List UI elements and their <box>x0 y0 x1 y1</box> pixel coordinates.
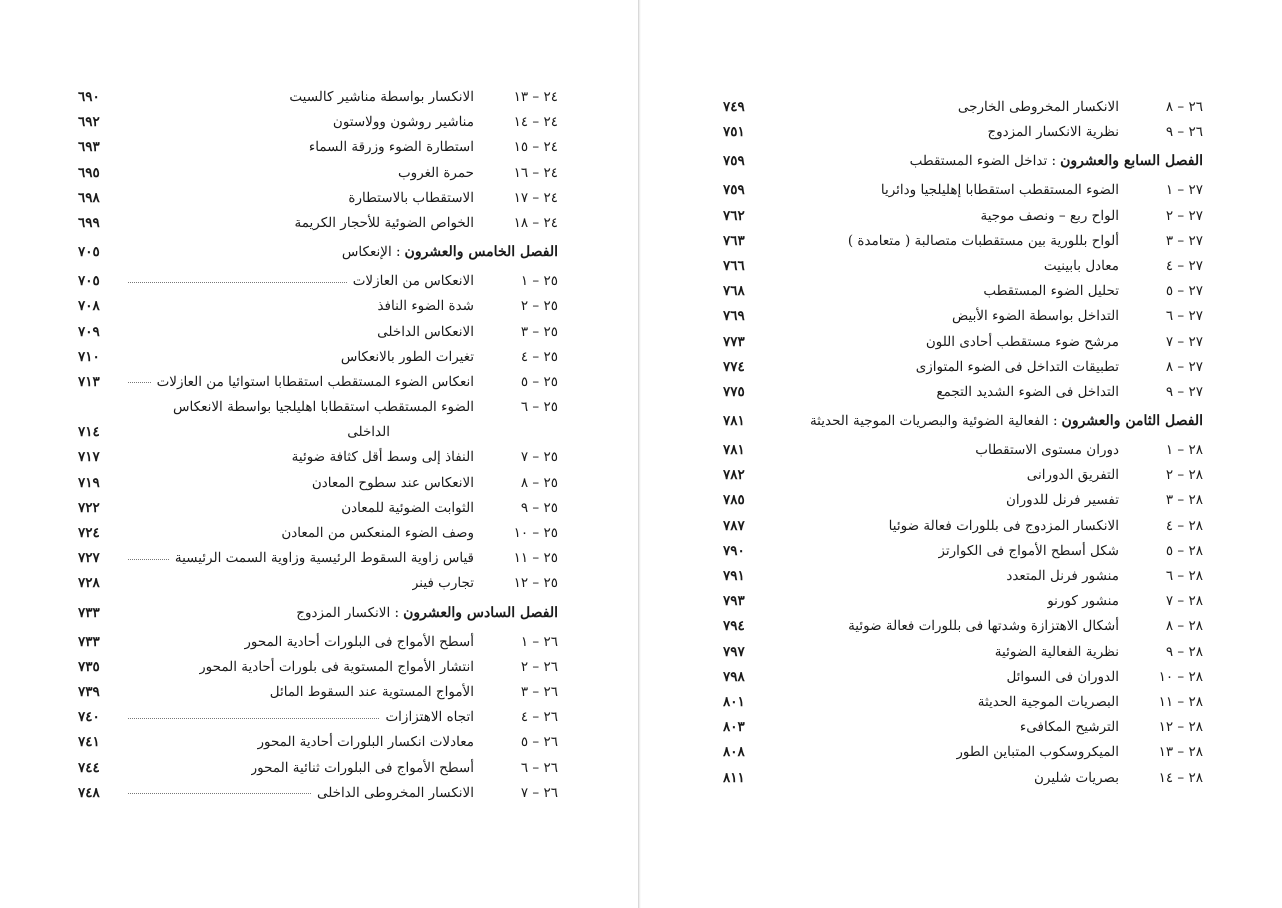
toc-entry <box>78 345 558 370</box>
chapter-heading <box>78 236 558 269</box>
entry-title: الانكسار بواسطة مناشير كالسيت <box>289 89 474 105</box>
entry-title: انعكاس الضوء المستقطب استقطابا استوائيا من العازلات <box>156 373 474 390</box>
page-number: ٧٠٨ <box>78 298 100 315</box>
page-number: ٧٢٤ <box>78 525 100 541</box>
entry-title: تحليل الضوء المستقطب <box>983 283 1119 300</box>
page-number: ٧٣٥ <box>78 658 100 675</box>
entry-title: نظرية الفعالية الضوئية <box>994 643 1119 660</box>
page-number: ٧٩٠ <box>723 542 745 559</box>
leader-space <box>128 612 290 614</box>
page-number: ٦٩٩ <box>78 214 100 231</box>
toc-entry <box>78 445 558 470</box>
entry-title: الترشيح المكافىء <box>1019 719 1119 736</box>
entry-title: التداخل فى الضوء الشديد التجمع <box>936 383 1119 400</box>
page-number: ٧٣٩ <box>78 683 100 700</box>
entry-title: منشور فرنل المتعدد <box>1006 568 1119 584</box>
toc-entry <box>723 640 1203 665</box>
section-number: ٢٧ – ٨ <box>1165 358 1203 375</box>
leader-space <box>773 391 930 393</box>
chapter-subtitle: : الإنعكاس <box>341 244 401 261</box>
entry-title: استطارة الضوء وزرقة السماء <box>308 139 474 156</box>
entry-title: بصريات شليرن <box>1033 769 1119 786</box>
toc-entry <box>723 488 1203 513</box>
page-number: ٦٩٣ <box>78 139 100 156</box>
page-number: ٧٦٦ <box>723 257 745 274</box>
leader-space <box>128 692 264 694</box>
leader-space <box>128 172 392 174</box>
toc-entry <box>723 740 1203 765</box>
section-number: ٢٥ – ١٢ <box>513 575 558 592</box>
dot-leader <box>128 381 151 383</box>
leader-space <box>773 777 1028 779</box>
toc-entry <box>78 630 558 655</box>
toc-entry <box>723 614 1203 639</box>
page-number: ٧٩٨ <box>723 668 745 685</box>
toc-entry-continuation <box>78 420 558 445</box>
section-number: ٢٥ – ٥ <box>520 373 558 390</box>
leader-space <box>128 533 275 535</box>
leader-space <box>773 651 989 653</box>
section-number: ٢٧ – ٢ <box>1165 207 1203 224</box>
dot-leader <box>128 717 379 719</box>
page-number: ٧٠٩ <box>78 323 100 340</box>
entry-title: تغيرات الطور بالانعكاس <box>340 348 474 365</box>
section-number: ٢٨ – ١٣ <box>1158 744 1203 761</box>
entry-title: أشكال الاهتزازة وشدتها فى بللورات فعالة ضوئية <box>848 618 1119 635</box>
page-number: ٧٦٨ <box>723 283 745 300</box>
leader-space <box>773 107 952 109</box>
chapter-subtitle: : الفعالية الضوئية والبصريات الموجية الحديثة <box>809 413 1058 430</box>
entry-title: البصريات الموجية الحديثة <box>977 693 1119 710</box>
entry-title: دوران مستوى الاستقطاب <box>975 442 1119 459</box>
entry-title: الاستقطاب بالاستطارة <box>348 189 474 206</box>
leader-space <box>128 432 341 434</box>
leader-space <box>773 727 1014 729</box>
section-number: ٢٤ – ١٣ <box>513 89 558 105</box>
chapter-subtitle: : الانكسار المزدوج <box>296 604 400 621</box>
entry-title: أسطح الأمواج فى البلورات أحادية المحور <box>244 633 474 650</box>
entry-title: مناشير روشون وولاستون <box>332 114 474 131</box>
leader-space <box>128 147 303 149</box>
entry-title: انتشار الأمواج المستوية فى بلورات أحادية المحور <box>199 658 474 675</box>
right-page <box>641 0 1282 908</box>
leader-space <box>773 190 875 192</box>
toc-entry <box>78 269 558 294</box>
section-number: ٢٧ – ٦ <box>1165 308 1203 325</box>
section-number: ٢٥ – ٤ <box>520 348 558 365</box>
section-number: ٢٦ – ٢ <box>520 658 558 675</box>
page-number: ٧٣٣ <box>78 604 100 621</box>
section-number: ٢٦ – ٤ <box>520 709 558 726</box>
section-number: ٢٦ – ٧ <box>520 784 558 801</box>
toc-entry <box>78 756 558 781</box>
entry-title: الميكروسكوب المتباين الطور <box>956 744 1119 761</box>
toc-entry <box>78 211 558 236</box>
toc-entry <box>78 730 558 755</box>
entry-title: النفاذ إلى وسط أقل كثافة ضوئية <box>291 449 474 466</box>
chapter-title-group <box>810 405 1203 438</box>
entry-title: الأمواج المستوية عند السقوط المائل <box>269 683 474 700</box>
page-number: ٧٨٢ <box>723 467 745 484</box>
leader-space <box>773 475 1021 477</box>
toc-entry <box>78 135 558 160</box>
entry-title: منشور كورنو <box>1047 593 1119 610</box>
section-number: ٢٦ – ٣ <box>520 683 558 700</box>
leader-space <box>128 767 245 769</box>
toc-entry <box>78 496 558 521</box>
chapter-title: الفصل السادس والعشرون <box>403 604 558 621</box>
leader-space <box>773 601 1041 603</box>
page-number: ٦٩٥ <box>78 164 100 181</box>
page-number: ٧١٣ <box>78 373 100 390</box>
section-number: ٢٦ – ٥ <box>520 734 558 751</box>
left-page <box>0 0 640 908</box>
page-number: ٧٧٤ <box>723 358 745 375</box>
toc-entry <box>723 355 1203 380</box>
page-number: ٧٠٥ <box>78 273 100 290</box>
page-number: ٧٨٥ <box>723 492 745 509</box>
page-number: ٧١٧ <box>78 449 100 466</box>
section-number: ٢٥ – ١١ <box>513 550 558 567</box>
entry-title: معادلات انكسار البلورات أحادية المحور <box>257 734 474 751</box>
leader-space <box>773 215 974 217</box>
section-number: ٢٧ – ١ <box>1165 182 1203 199</box>
section-number: ٢٦ – ٩ <box>1165 124 1203 141</box>
chapter-title-group <box>342 236 558 269</box>
section-number: ٢٤ – ١٦ <box>513 164 558 181</box>
entry-title: معادل بابينيت <box>1043 257 1119 274</box>
leader-space <box>773 161 904 163</box>
toc-entry <box>723 438 1203 463</box>
page-number: ٦٩٠ <box>78 89 100 105</box>
section-number: ٢٥ – ١ <box>520 273 558 290</box>
leader-space <box>773 702 972 704</box>
section-number: ٢٨ – ٣ <box>1165 492 1203 509</box>
entry-title: حمرة الغروب <box>397 164 474 181</box>
entry-title: الانعكاس من العازلات <box>352 273 474 290</box>
toc-entry <box>78 161 558 186</box>
table-of-contents-right <box>723 95 1203 791</box>
toc-entry <box>723 539 1203 564</box>
page-number: ٧٢٢ <box>78 499 100 516</box>
toc-entry <box>723 178 1203 203</box>
page-number: ٧٠٥ <box>78 244 100 261</box>
toc-entry <box>723 380 1203 405</box>
entry-title: الضوء المستقطب استقطابا اهليلجيا بواسطة الانعكاس <box>173 399 474 416</box>
section-number: ٢٧ – ٥ <box>1165 283 1203 300</box>
section-number: ٢٦ – ٦ <box>520 759 558 776</box>
entry-title: تفسير فرنل للدوران <box>1006 492 1119 509</box>
chapter-heading <box>78 597 558 630</box>
page-number: ٨٠٣ <box>723 719 745 736</box>
entry-title: التداخل بواسطة الضوء الأبيض <box>951 308 1119 325</box>
entry-title: الانعكاس عند سطوح المعادن <box>311 474 474 491</box>
leader-space <box>773 525 883 527</box>
toc-entry <box>723 95 1203 120</box>
page-number: ٧٧٣ <box>723 333 745 350</box>
page-number: ٧١٤ <box>78 424 100 441</box>
toc-entry <box>78 571 558 596</box>
page-number: ٧٨٧ <box>723 517 745 534</box>
section-number: ٢٥ – ٦ <box>520 399 558 416</box>
leader-space <box>128 482 306 484</box>
chapter-subtitle: : تداخل الضوء المستقطب <box>909 153 1057 170</box>
page-number: ٧٤١ <box>78 734 100 751</box>
section-number: ٢٤ – ١٤ <box>513 114 558 131</box>
page-number: ٧٥١ <box>723 124 745 141</box>
leader-space <box>128 223 288 225</box>
chapter-title-group <box>910 145 1203 178</box>
chapter-heading <box>723 145 1203 178</box>
section-number: ٢٧ – ٤ <box>1165 257 1203 274</box>
toc-entry <box>78 655 558 680</box>
leader-space <box>128 457 286 459</box>
page-number: ٨٠١ <box>723 693 745 710</box>
toc-entry <box>78 370 558 395</box>
section-number: ٢٨ – ١٢ <box>1158 719 1203 736</box>
toc-entry <box>723 204 1203 229</box>
section-number: ٢٧ – ٧ <box>1165 333 1203 350</box>
page-number: ٧٢٨ <box>78 575 100 592</box>
entry-title: الثوابت الضوئية للمعادن <box>341 499 474 516</box>
page-number: ٧٥٩ <box>723 153 745 170</box>
leader-space <box>773 240 842 242</box>
leader-space <box>128 122 327 124</box>
leader-space <box>773 421 804 423</box>
page-number: ٧٤٤ <box>78 759 100 776</box>
toc-entry <box>723 463 1203 488</box>
entry-title: وصف الضوء المنعكس من المعادن <box>281 525 474 541</box>
page-number: ٧٦٣ <box>723 232 745 249</box>
entry-title: ألواح بللورية بين مستقطبات متصالبة ( متعامدة ) <box>847 232 1119 249</box>
section-number: ٢٨ – ٩ <box>1165 643 1203 660</box>
toc-entry <box>723 690 1203 715</box>
section-number: ٢٥ – ١٠ <box>513 525 558 541</box>
leader-space <box>773 576 1000 578</box>
page-number: ٧٤٠ <box>78 709 100 726</box>
entry-title: أسطح الأمواج فى البلورات ثنائية المحور <box>250 759 474 776</box>
table-of-contents-left <box>78 85 558 806</box>
toc-entry <box>78 781 558 806</box>
chapter-title: الفصل الخامس والعشرون <box>404 244 558 261</box>
section-number: ٢٧ – ٩ <box>1165 383 1203 400</box>
page-number: ٧٩٣ <box>723 593 745 610</box>
page-number: ٧١٠ <box>78 348 100 365</box>
entry-title: شدة الضوء النافذ <box>377 298 474 315</box>
section-number: ٢٨ – ٦ <box>1165 568 1203 584</box>
chapter-title: الفصل السابع والعشرون <box>1060 153 1203 170</box>
section-number: ٢٥ – ٧ <box>520 449 558 466</box>
section-number: ٢٤ – ١٥ <box>513 139 558 156</box>
toc-entry <box>78 110 558 135</box>
leader-space <box>773 500 1000 502</box>
page-number: ٧٥٩ <box>723 182 745 199</box>
section-number: ٢٨ – ٢ <box>1165 467 1203 484</box>
leader-space <box>773 291 977 293</box>
entry-title: الدوران فى السوائل <box>1006 668 1119 685</box>
toc-entry <box>78 294 558 319</box>
section-number: ٢٨ – ١٤ <box>1158 769 1203 786</box>
leader-space <box>773 752 950 754</box>
toc-entry <box>78 186 558 211</box>
leader-space <box>128 641 238 643</box>
entry-title: الواح ربع – ونصف موجية <box>980 207 1119 224</box>
leader-space <box>128 507 335 509</box>
entry-title: الداخلى <box>347 424 390 441</box>
page-number: ٧٩٤ <box>723 618 745 635</box>
section-number: ٢٨ – ٨ <box>1165 618 1203 635</box>
section-number: ٢٥ – ٨ <box>520 474 558 491</box>
chapter-heading <box>723 405 1203 438</box>
toc-entry <box>723 766 1203 791</box>
toc-entry <box>723 589 1203 614</box>
toc-entry <box>723 304 1203 329</box>
page-number: ٨٠٨ <box>723 744 745 761</box>
leader-space <box>128 356 335 358</box>
toc-entry <box>78 85 558 110</box>
leader-space <box>128 331 371 333</box>
leader-space <box>773 626 842 628</box>
toc-entry <box>78 395 558 420</box>
toc-entry <box>723 564 1203 589</box>
section-number: ٢٤ – ١٨ <box>513 214 558 231</box>
leader-space <box>773 450 969 452</box>
section-number: ٢٥ – ٣ <box>520 323 558 340</box>
toc-entry <box>723 120 1203 145</box>
page-number: ٧٨١ <box>723 442 745 459</box>
page-number: ٧٤٩ <box>723 99 745 115</box>
page-number: ٧٣٣ <box>78 633 100 650</box>
section-number: ٢٦ – ٨ <box>1165 99 1203 115</box>
entry-title: تجارب فينر <box>411 575 474 592</box>
page-number: ٧٦٢ <box>723 207 745 224</box>
section-number: ٢٨ – ٧ <box>1165 593 1203 610</box>
dot-leader <box>128 558 169 560</box>
entry-title: الخواص الضوئية للأحجار الكريمة <box>294 214 474 231</box>
toc-entry <box>723 330 1203 355</box>
leader-space <box>773 366 910 368</box>
section-number: ٢٥ – ٩ <box>520 499 558 516</box>
entry-title: نظرية الانكسار المزدوج <box>987 124 1119 141</box>
section-number: ٢٤ – ١٧ <box>513 189 558 206</box>
leader-space <box>128 97 283 99</box>
leader-space <box>773 132 981 134</box>
entry-title: قياس زاوية السقوط الرئيسية وزاوية السمت الرئيسية <box>174 550 474 567</box>
entry-title: تطبيقات التداخل فى الضوء المتوازى <box>915 358 1119 375</box>
leader-space <box>773 341 920 343</box>
leader-space <box>128 407 167 409</box>
leader-space <box>773 316 946 318</box>
page-number: ٧١٩ <box>78 474 100 491</box>
toc-entry <box>723 715 1203 740</box>
entry-title: التفريق الدورانى <box>1026 467 1119 484</box>
entry-title: الانكسار المخروطى الداخلى <box>316 784 474 801</box>
toc-entry <box>78 546 558 571</box>
page-number: ٧٩١ <box>723 568 745 584</box>
leader-space <box>128 742 251 744</box>
page-number: ٧٨١ <box>723 413 745 430</box>
dot-leader <box>128 281 347 283</box>
page-number: ٦٩٢ <box>78 114 100 131</box>
toc-entry <box>723 279 1203 304</box>
entry-title: اتجاه الاهتزازات <box>385 709 474 726</box>
chapter-title-group <box>296 597 558 630</box>
leader-space <box>128 197 342 199</box>
section-number: ٢٨ – ٤ <box>1165 517 1203 534</box>
toc-entry <box>723 514 1203 539</box>
leader-space <box>128 583 406 585</box>
page-number: ٨١١ <box>723 769 745 786</box>
entry-title: الانكسار المخروطى الخارجى <box>957 99 1119 115</box>
entry-title: شكل أسطح الأمواج فى الكوارتز <box>938 542 1119 559</box>
section-number: ٢٦ – ١ <box>520 633 558 650</box>
toc-entry <box>78 471 558 496</box>
leader-space <box>128 666 193 668</box>
toc-entry <box>723 665 1203 690</box>
toc-entry <box>723 229 1203 254</box>
section-number: ٢٨ – ١٠ <box>1158 668 1203 685</box>
toc-entry <box>78 521 558 546</box>
leader-space <box>128 252 336 254</box>
section-number: ٢٨ – ٥ <box>1165 542 1203 559</box>
entry-title: الضوء المستقطب استقطابا إهليلجيا ودائريا <box>880 182 1119 199</box>
page-number: ٧٦٩ <box>723 308 745 325</box>
toc-entry <box>78 680 558 705</box>
page-number: ٧٢٧ <box>78 550 100 567</box>
leader-space <box>128 306 371 308</box>
leader-space <box>773 266 1038 268</box>
chapter-title: الفصل الثامن والعشرون <box>1061 413 1203 430</box>
toc-entry <box>723 254 1203 279</box>
entry-title: الانعكاس الداخلى <box>377 323 474 340</box>
toc-entry <box>78 320 558 345</box>
entry-title: مرشح ضوء مستقطب أحادى اللون <box>925 333 1119 350</box>
section-number: ٢٨ – ١١ <box>1158 693 1203 710</box>
dot-leader <box>128 792 311 794</box>
page-number: ٦٩٨ <box>78 189 100 206</box>
toc-entry <box>78 705 558 730</box>
page-number: ٧٩٧ <box>723 643 745 660</box>
entry-title: الانكسار المزدوج فى بللورات فعالة ضوئيا <box>888 517 1119 534</box>
section-number: ٢٧ – ٣ <box>1165 232 1203 249</box>
page-number: ٧٧٥ <box>723 383 745 400</box>
section-number: ٢٨ – ١ <box>1165 442 1203 459</box>
section-number: ٢٥ – ٢ <box>520 298 558 315</box>
leader-space <box>773 550 932 552</box>
page-number: ٧٤٨ <box>78 784 100 801</box>
leader-space <box>773 676 1000 678</box>
